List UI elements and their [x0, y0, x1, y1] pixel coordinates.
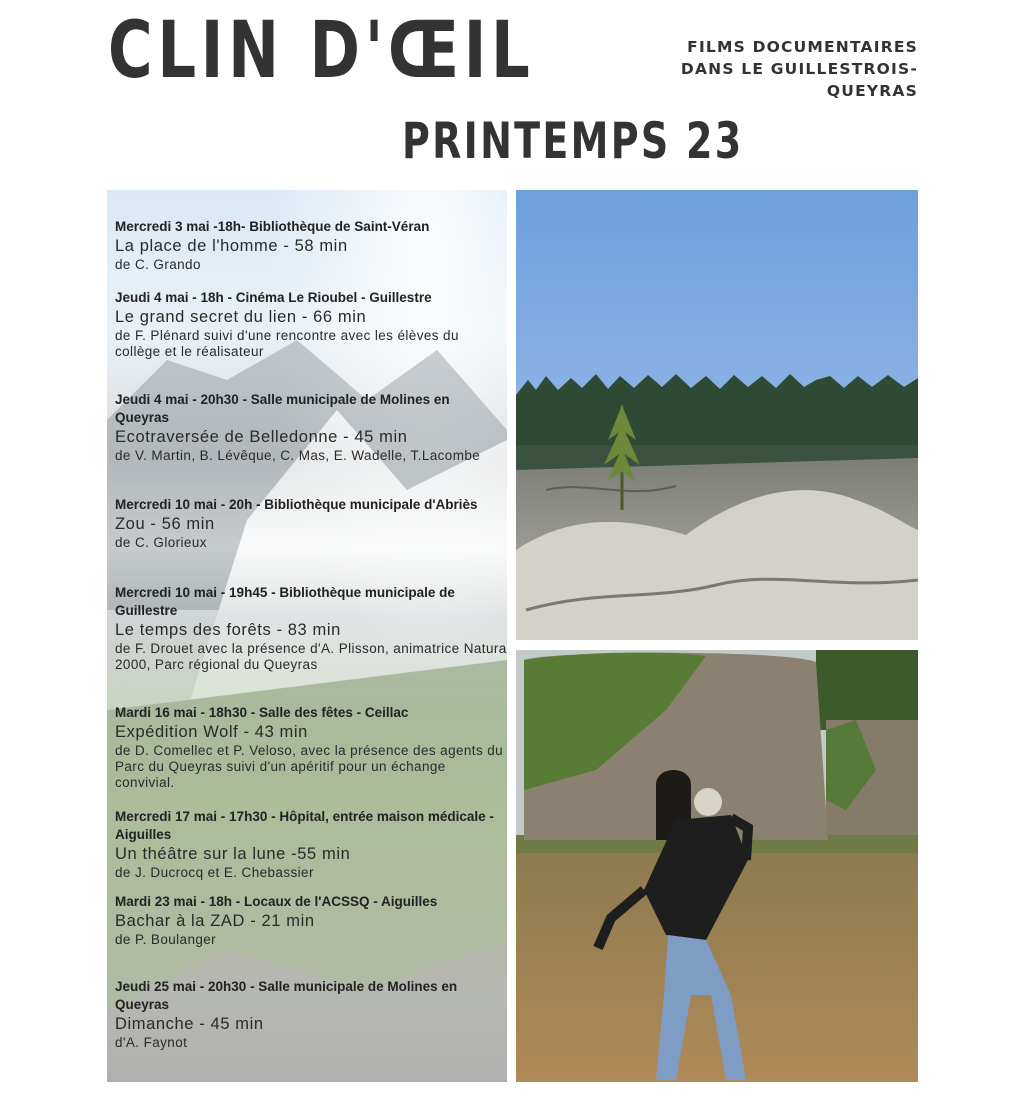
event-film: Un théâtre sur la lune -55 min	[115, 845, 351, 863]
event-credit: de C. Glorieux	[115, 535, 207, 550]
event-header: Mercredi 17 mai - 17h30 - Hôpital, entrée maison médicale - Aiguilles	[115, 809, 494, 842]
event-header: Mercredi 10 mai - 19h45 - Bibliothèque municipale de Guillestre	[115, 585, 455, 618]
event-header: Mardi 16 mai - 18h30 - Salle des fêtes - Ceillac	[115, 705, 409, 720]
event-film: La place de l'homme - 58 min	[115, 237, 348, 255]
event-header: Mercredi 3 mai -18h- Bibliothèque de Saint-Véran	[115, 219, 430, 234]
event-film: Dimanche - 45 min	[115, 1015, 264, 1033]
event-item	[115, 496, 507, 551]
event-film: Ecotraversée de Belledonne - 45 min	[115, 428, 408, 446]
event-credit: d'A. Faynot	[115, 1035, 188, 1050]
event-item	[115, 218, 507, 273]
event-credit: de C. Grando	[115, 257, 201, 272]
event-film: Le grand secret du lien - 66 min	[115, 308, 367, 326]
event-film: Bachar à la ZAD - 21 min	[115, 912, 315, 930]
event-credit: de J. Ducrocq et E. Chebassier	[115, 865, 314, 880]
event-credit: de F. Plénard suivi d'une rencontre avec les élèves du collège et le réalisateur	[115, 328, 459, 359]
event-header: Mardi 23 mai - 18h - Locaux de l'ACSSQ - Aiguilles	[115, 894, 438, 909]
poster-title: CLIN D'ŒIL	[108, 6, 535, 96]
event-film: Le temps des forêts - 83 min	[115, 621, 341, 639]
poster-subtitle: PRINTEMPS 23	[402, 112, 744, 170]
tagline	[658, 36, 918, 102]
event-item	[115, 978, 507, 1051]
event-item	[115, 704, 507, 791]
tower-dancer-photo	[516, 650, 918, 1082]
seedling-photo	[516, 190, 918, 640]
event-header: Mercredi 10 mai - 20h - Bibliothèque municipale d'Abriès	[115, 497, 478, 512]
event-item	[115, 808, 507, 881]
tagline-line: QUEYRAS	[826, 82, 918, 100]
event-film: Zou - 56 min	[115, 515, 215, 533]
event-credit: de P. Boulanger	[115, 932, 217, 947]
event-item	[115, 584, 507, 673]
event-header: Jeudi 25 mai - 20h30 - Salle municipale de Molines en Queyras	[115, 979, 458, 1012]
tagline-line: DANS LE GUILLESTROIS-	[680, 60, 918, 78]
event-header: Jeudi 4 mai - 18h - Cinéma Le Rioubel - Guillestre	[115, 290, 432, 305]
event-credit: de V. Martin, B. Lévêque, C. Mas, E. Wadelle, T.Lacombe	[115, 448, 481, 463]
event-item	[115, 289, 507, 360]
event-credit: de F. Drouet avec la présence d'A. Plisson, animatrice Natura 2000, Parc régional du Queyras	[115, 641, 507, 672]
event-item	[115, 391, 507, 464]
event-credit: de D. Comellec et P. Veloso, avec la présence des agents du Parc du Queyras suivi d'un apéritif pour un échange convivial.	[115, 743, 504, 790]
event-item	[115, 893, 507, 948]
event-header: Jeudi 4 mai - 20h30 - Salle municipale de Molines en Queyras	[115, 392, 450, 425]
event-film: Expédition Wolf - 43 min	[115, 723, 308, 741]
programme-panel	[107, 190, 507, 1082]
tagline-line: FILMS DOCUMENTAIRES	[687, 38, 918, 56]
